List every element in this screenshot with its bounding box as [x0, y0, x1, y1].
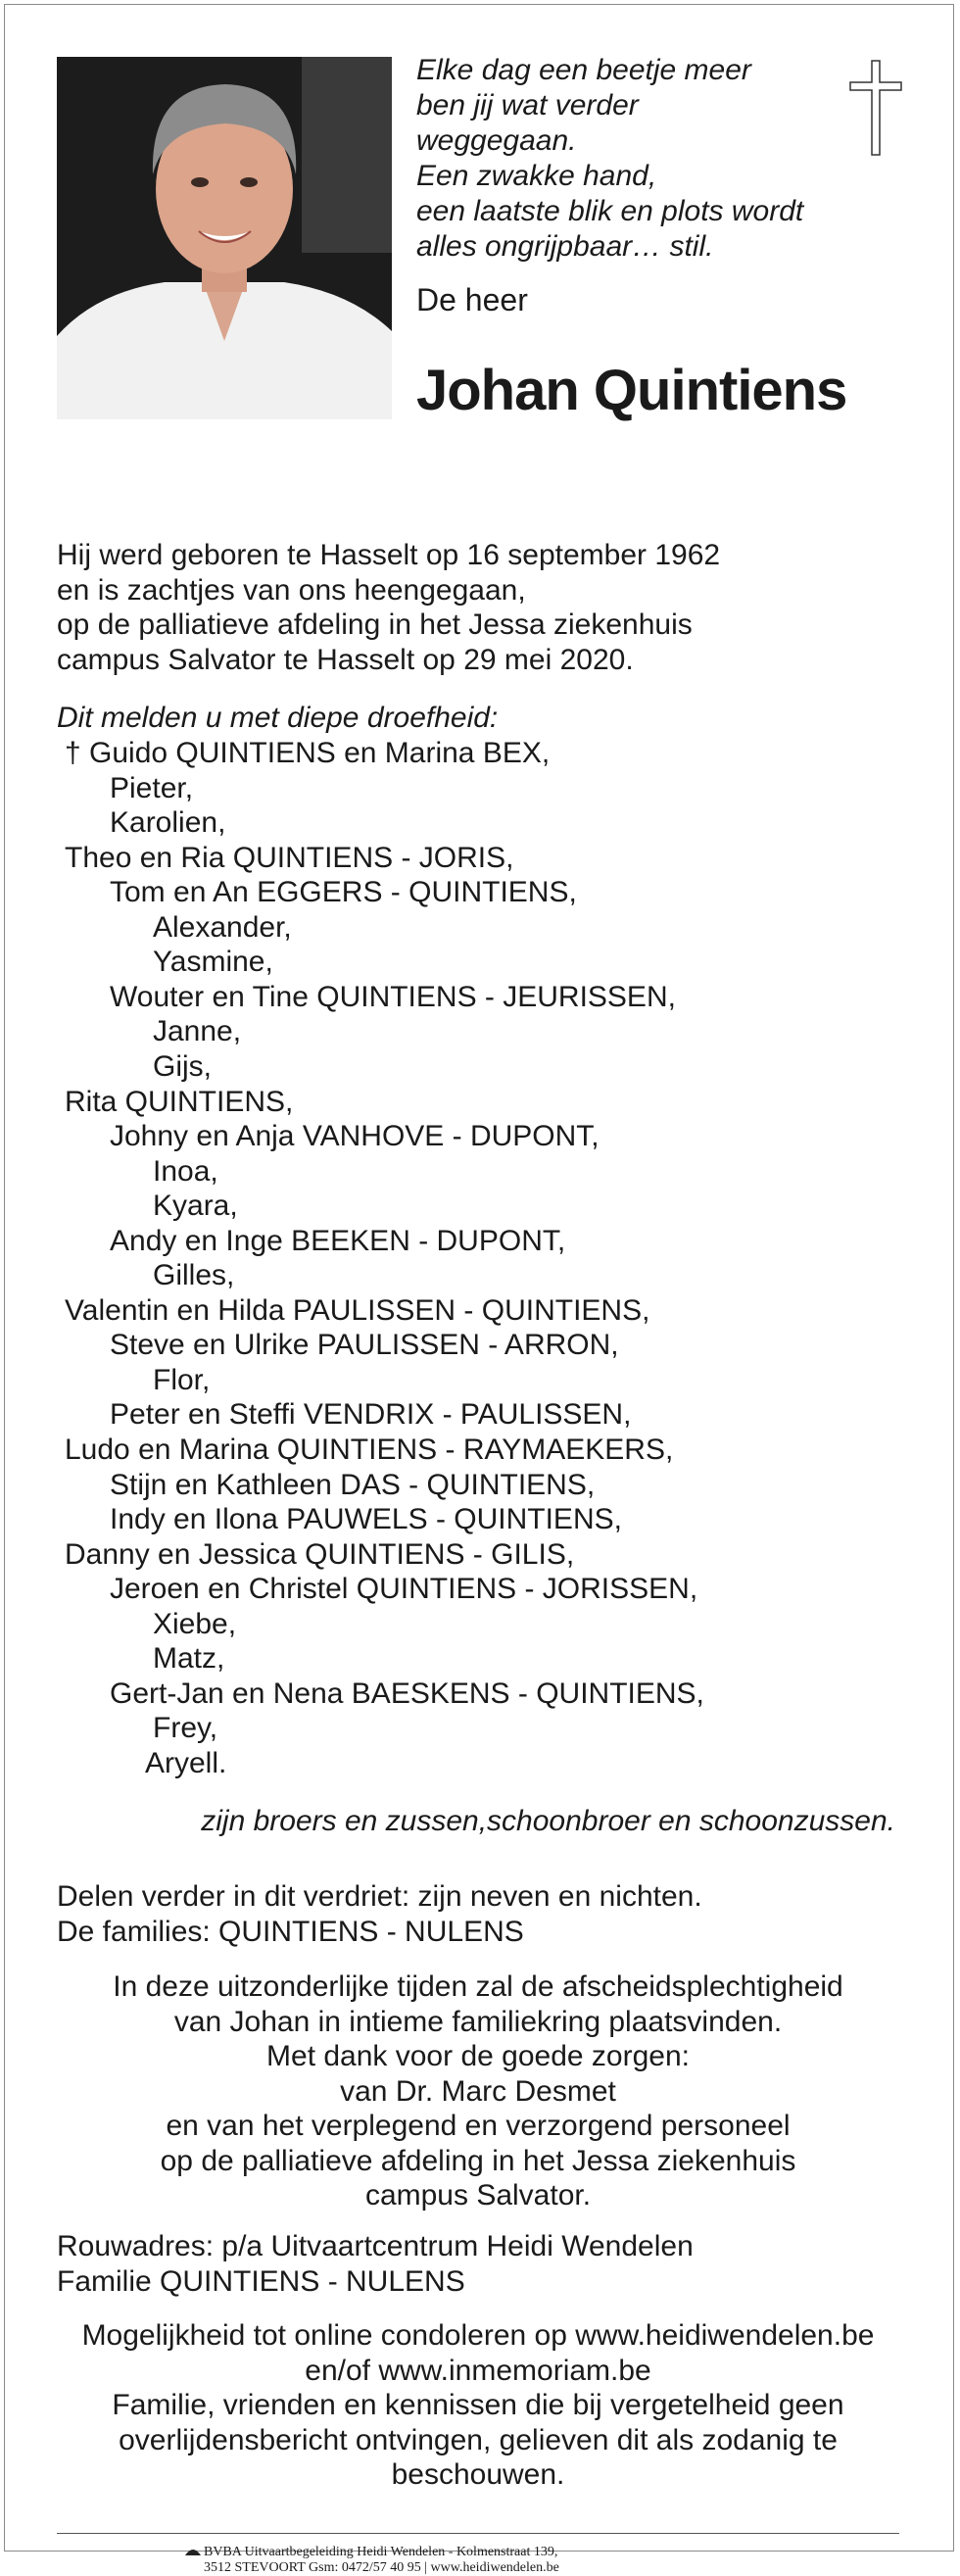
poem	[416, 53, 803, 265]
mourner-line: Gert-Jan en Nena BAESKENS - QUINTIENS,	[110, 1677, 704, 1710]
mourner-line: Xiebe,	[153, 1607, 237, 1640]
footer-line: 3512 STEVOORT Gsm: 0472/57 40 95 | www.heidiwendelen.be	[204, 2560, 559, 2575]
mourner-line: Theo en Ria QUINTIENS - JORIS,	[65, 841, 514, 874]
text-line: Hij werd geboren te Hasselt op 16 september 1962	[57, 539, 721, 571]
text-line: Met dank voor de goede zorgen:	[266, 2040, 690, 2072]
funeral-home-footer	[204, 2545, 559, 2576]
mourner-line: Jeroen en Christel QUINTIENS - JORISSEN,	[110, 1573, 698, 1606]
poem-line: een laatste blik en plots wordt	[416, 195, 804, 227]
mourner-line: Matz,	[153, 1642, 225, 1676]
text-line: De families: QUINTIENS - NULENS	[57, 1915, 524, 1948]
text-line: van Dr. Marc Desmet	[340, 2074, 616, 2108]
birth-death-paragraph	[57, 538, 720, 677]
mourner-line: Johny en Anja VANHOVE - DUPONT,	[110, 1120, 600, 1153]
mourner-line: Janne,	[153, 1015, 242, 1048]
mourner-line: Steve en Ulrike PAULISSEN - ARRON,	[110, 1329, 619, 1362]
footer-divider	[57, 2533, 899, 2534]
text-line: Delen verder in dit verdriet: zijn neven en nichten.	[57, 1880, 702, 1913]
mourner-line: Inoa,	[153, 1154, 218, 1188]
poem-line: ben jij wat verder	[416, 89, 639, 122]
mourner-line: Alexander,	[153, 910, 292, 944]
text-line: campus Salvator.	[364, 2179, 592, 2211]
text-line: op de palliatieve afdeling in het Jessa ziekenhuis	[57, 608, 693, 641]
poem-line: weggegaan.	[416, 124, 577, 157]
text-line: op de palliatieve afdeling in het Jessa ziekenhuis	[160, 2144, 796, 2177]
cross-icon	[848, 59, 903, 157]
portrait-photo	[57, 57, 392, 419]
mourner-line: Gijs,	[153, 1049, 212, 1083]
text-line: Rouwadres: p/a Uitvaartcentrum Heidi Wendelen	[57, 2230, 694, 2262]
poem-line: Elke dag een beetje meer	[416, 54, 751, 86]
mourner-line: Ludo en Marina QUINTIENS - RAYMAEKERS,	[65, 1434, 674, 1466]
text-line: en/of www.inmemoriam.be	[305, 2354, 651, 2387]
mourner-line: Tom en An EGGERS - QUINTIENS,	[110, 876, 577, 909]
text-line: Mogelijkheid tot online condoleren op www.heidiwendelen.be	[81, 2319, 875, 2352]
deceased-name: Johan Quintiens	[416, 359, 847, 422]
mourner-line: Aryell.	[145, 1746, 227, 1779]
mourners-heading: Dit melden u met diepe droefheid:	[57, 702, 499, 734]
mourner-line: Danny en Jessica QUINTIENS - GILIS,	[65, 1537, 575, 1571]
siblings-line: zijn broers en zussen,schoonbroer en schoonzussen.	[201, 1805, 895, 1837]
grief-share-paragraph	[57, 1879, 702, 1949]
mourner-line: Wouter en Tine QUINTIENS - JEURISSEN,	[110, 980, 676, 1013]
ceremony-paragraph	[57, 1969, 899, 2213]
text-line: van Johan in intieme familiekring plaatsvinden.	[173, 2005, 783, 2038]
text-line: campus Salvator te Hasselt op 29 mei 2020.	[57, 643, 634, 676]
footer-line: BVBA Uitvaartbegeleiding Heidi Wendelen - Kolmenstraat 139,	[204, 2545, 558, 2559]
mourner-line: † Guido QUINTIENS en Marina BEX,	[65, 737, 551, 769]
mourner-line: Peter en Steffi VENDRIX - PAULISSEN,	[110, 1398, 632, 1432]
mourner-line: Pieter,	[110, 771, 194, 804]
text-line: In deze uitzonderlijke tijden zal de afscheidsplechtigheid	[113, 1970, 843, 2003]
text-line: en is zachtjes van ons heengegaan,	[57, 573, 526, 607]
online-condolences-paragraph	[57, 2318, 899, 2493]
honorific: De heer	[416, 282, 528, 317]
mourner-line: Valentin en Hilda PAULISSEN - QUINTIENS,	[65, 1293, 650, 1327]
text-line: Familie, vrienden en kennissen die bij vergetelheid geen	[112, 2389, 844, 2421]
text-line: en van het verplegend en verzorgend personeel	[166, 2110, 791, 2142]
mourning-address	[57, 2229, 694, 2299]
mourner-line: Karolien,	[110, 806, 226, 840]
text-line: overlijdensbericht ontvingen, gelieven dit als zodanig te	[119, 2423, 838, 2456]
mourner-line: Yasmine,	[153, 946, 273, 979]
funeral-home-logo-icon	[184, 2547, 202, 2556]
poem-line: Een zwakke hand,	[416, 160, 657, 192]
mourner-line: Indy en Ilona PAUWELS - QUINTIENS,	[110, 1503, 622, 1536]
mourner-line: Kyara,	[153, 1190, 238, 1223]
mourner-line: Frey,	[153, 1712, 218, 1745]
text-line: Familie QUINTIENS - NULENS	[57, 2264, 465, 2298]
mourner-line: Gilles,	[153, 1259, 235, 1292]
mourner-line: Stijn en Kathleen DAS - QUINTIENS,	[110, 1468, 596, 1501]
mourner-line: Flor,	[153, 1363, 211, 1396]
text-line: beschouwen.	[391, 2458, 565, 2491]
poem-line: alles ongrijpbaar… stil.	[416, 230, 714, 263]
mourner-line: Rita QUINTIENS,	[65, 1085, 294, 1118]
mourner-line: Andy en Inge BEEKEN - DUPONT,	[110, 1224, 566, 1257]
